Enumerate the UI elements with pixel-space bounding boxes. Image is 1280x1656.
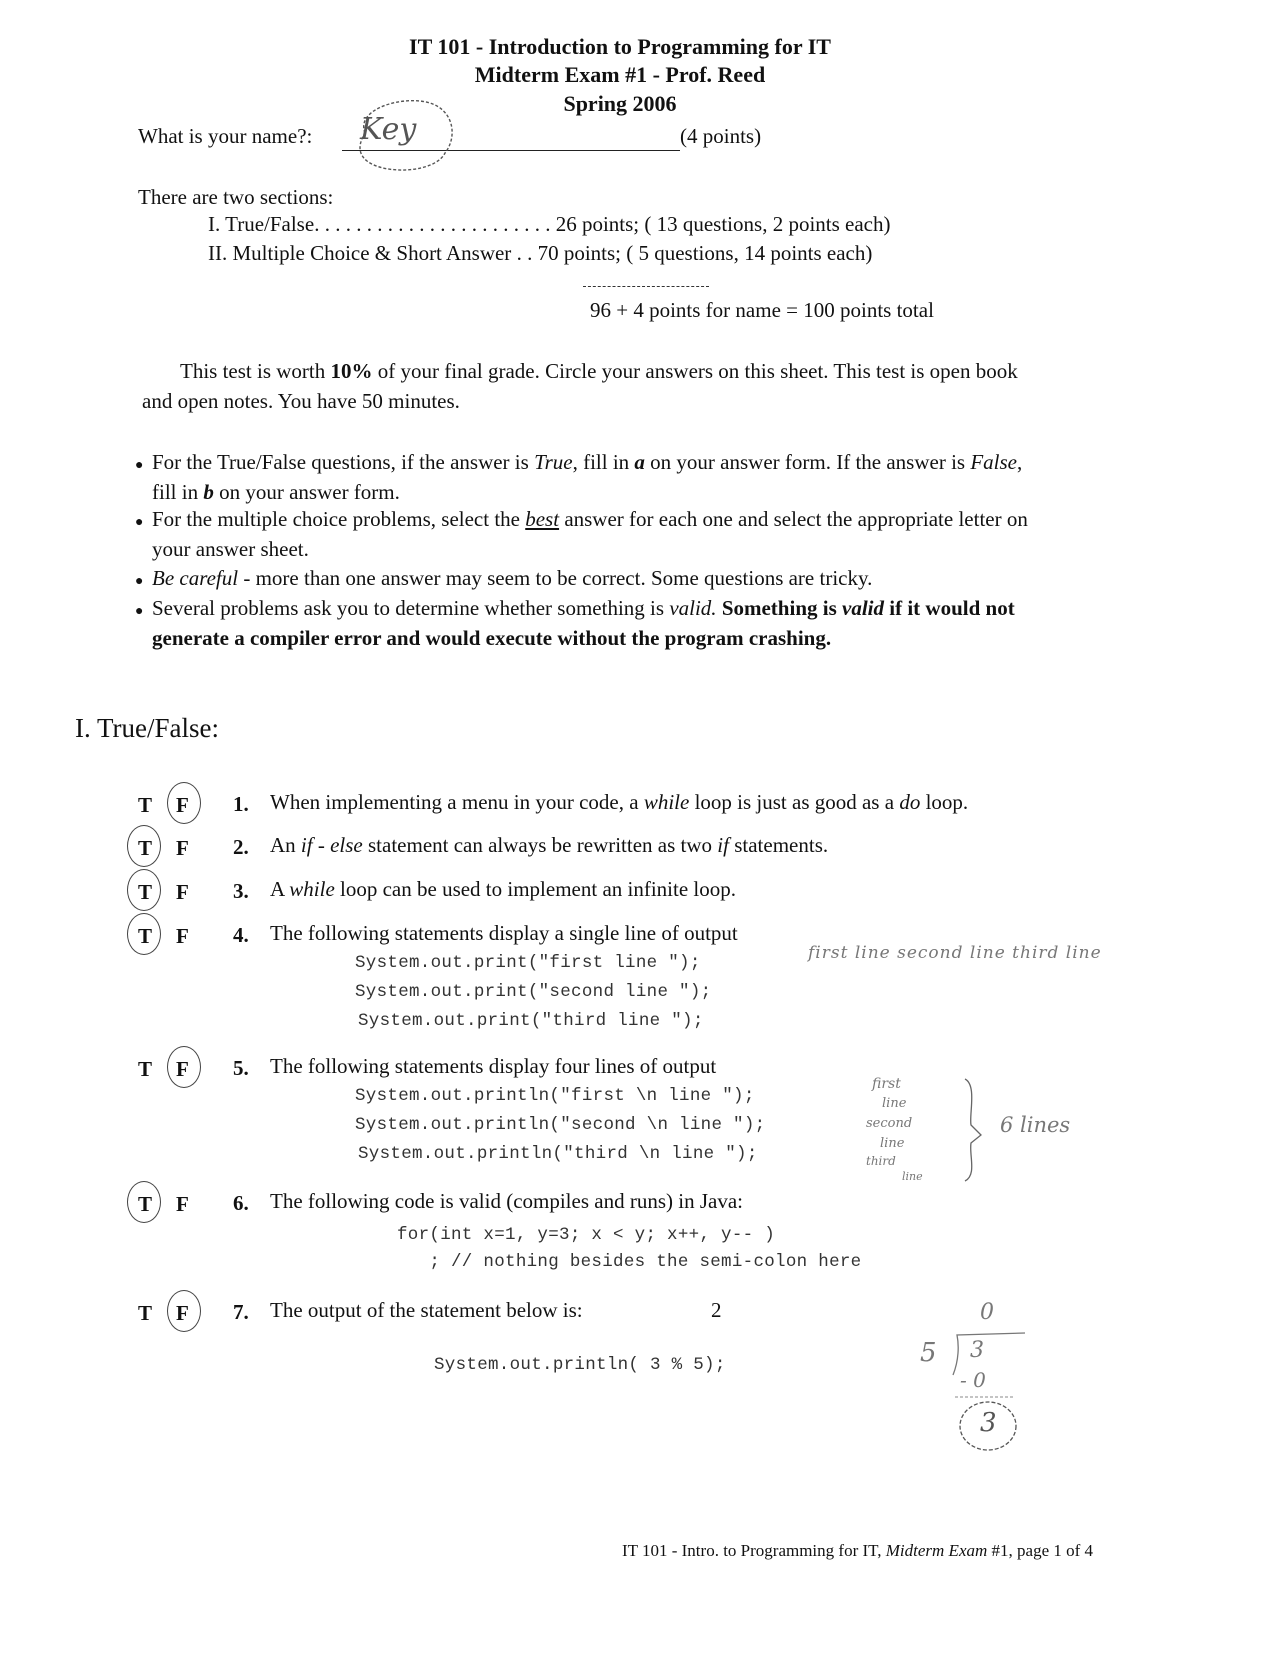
q4-handwritten-note: first line second line third line [808, 943, 1102, 963]
q2-false-option[interactable]: F [176, 836, 189, 860]
bullet-icon: ● [135, 458, 144, 473]
q1-number: 1. [233, 792, 249, 816]
q6-code-line: for(int x=1, y=3; x < y; x++, y-- ) [397, 1225, 776, 1245]
q4-text: The following statements display a single line of output [270, 921, 738, 945]
bullet-icon: ● [135, 515, 144, 530]
q3-true-option[interactable]: T [138, 880, 153, 904]
q4-code-line: System.out.print("third line "); [358, 1011, 704, 1031]
q4-code-line: System.out.print("first line "); [355, 953, 701, 973]
q5-note-line: second [866, 1116, 913, 1131]
q5-code-line: System.out.println("first \n line "); [355, 1086, 755, 1106]
q7-code-line: System.out.println( 3 % 5); [434, 1355, 726, 1375]
instruction-be-careful: Be careful - more than one answer may seem to be correct. Some questions are tricky. [152, 566, 873, 590]
q7-false-option[interactable]: F [176, 1301, 189, 1325]
q7-work-dividend: 3 [970, 1338, 984, 1363]
q2-answer-circle [127, 825, 161, 867]
q7-number: 7. [233, 1300, 249, 1324]
q5-note-line: line [902, 1170, 923, 1183]
q6-answer-circle [127, 1181, 161, 1223]
section-1-summary: I. True/False. . . . . . . . . . . . . . . . . . . . . . . 26 points; ( 13 questions, 2 points each) [208, 212, 891, 236]
q7-text: The output of the statement below is: [270, 1298, 583, 1322]
instruction-multiple-choice-line2: your answer sheet. [152, 537, 309, 561]
name-handwritten-answer: Key [360, 112, 417, 147]
bullet-icon: ● [135, 604, 144, 619]
q5-note-line: line [882, 1096, 907, 1111]
q6-number: 6. [233, 1191, 249, 1215]
q5-brace [955, 1075, 995, 1185]
q1-answer-circle [167, 782, 201, 824]
q5-text: The following statements display four lines of output [270, 1054, 717, 1078]
q4-answer-circle [127, 913, 161, 955]
name-label: What is your name?: [138, 124, 313, 148]
q5-code-line: System.out.println("third \n line "); [358, 1144, 758, 1164]
instructions-paragraph-line2: and open notes. You have 50 minutes. [142, 389, 460, 413]
q5-true-option[interactable]: T [138, 1057, 153, 1081]
q4-code-line: System.out.print("second line "); [355, 982, 712, 1002]
q2-number: 2. [233, 835, 249, 859]
q4-true-option[interactable]: T [138, 924, 153, 948]
q4-number: 4. [233, 923, 249, 947]
instruction-true-false: For the True/False questions, if the answer is True, fill in a on your answer form. If the answer is False, [152, 450, 1023, 474]
q7-work-subtract: - 0 [960, 1368, 986, 1392]
exam-subtitle: Midterm Exam #1 - Prof. Reed [474, 62, 766, 87]
q1-true-option[interactable]: T [138, 793, 153, 817]
q6-false-option[interactable]: F [176, 1192, 189, 1216]
q7-answer-circle [167, 1290, 201, 1332]
q7-work-quotient: 0 [980, 1300, 994, 1325]
page-footer: IT 101 - Intro. to Programming for IT, Midterm Exam #1, page 1 of 4 [622, 1541, 1094, 1560]
q6-true-option[interactable]: T [138, 1192, 153, 1216]
q7-work-remainder: 3 [980, 1408, 997, 1438]
q5-line-count-note: 6 lines [1000, 1113, 1071, 1137]
instructions-paragraph: This test is worth 10% of your final grade. Circle your answers on this sheet. This test is open book [180, 359, 1018, 383]
section-2-summary: II. Multiple Choice & Short Answer . . 70 points; ( 5 questions, 14 points each) [208, 241, 873, 265]
instruction-valid-line2: generate a compiler error and would execute without the program crashing. [152, 626, 832, 650]
q6-text: The following code is valid (compiles and runs) in Java: [270, 1189, 743, 1213]
exam-term: Spring 2006 [563, 91, 677, 116]
instruction-multiple-choice: For the multiple choice problems, select the best answer for each one and select the appropriate letter on [152, 507, 1028, 531]
sections-intro: There are two sections: [138, 185, 334, 209]
q7-work-divisor: 5 [920, 1338, 937, 1368]
points-total: 96 + 4 points for name = 100 points total [590, 298, 934, 322]
instruction-valid: Several problems ask you to determine whether something is valid. Something is valid if it would not [152, 596, 1015, 620]
q5-note-line: first [872, 1076, 901, 1092]
q3-number: 3. [233, 879, 249, 903]
q5-code-line: System.out.println("second \n line "); [355, 1115, 766, 1135]
q1-text: When implementing a menu in your code, a while loop is just as good as a do loop. [270, 790, 969, 814]
section-title: I. True/False: [75, 713, 220, 743]
q2-true-option[interactable]: T [138, 836, 153, 860]
q5-note-line: third [866, 1154, 896, 1168]
q5-false-option[interactable]: F [176, 1057, 189, 1081]
name-points: (4 points) [680, 124, 762, 148]
q6-code-line: ; // nothing besides the semi-colon here [397, 1252, 862, 1272]
instruction-true-false-line2: fill in b on your answer form. [152, 480, 400, 504]
q5-note-line: line [880, 1136, 905, 1151]
q5-answer-circle [167, 1046, 201, 1088]
q3-false-option[interactable]: F [176, 880, 189, 904]
q5-number: 5. [233, 1056, 249, 1080]
q7-work-division-bracket [945, 1315, 1035, 1405]
q2-text: An if - else statement can always be rewritten as two if statements. [270, 833, 829, 857]
q3-answer-circle [127, 869, 161, 911]
q7-true-option[interactable]: T [138, 1301, 153, 1325]
q3-text: A while loop can be used to implement an infinite loop. [270, 877, 737, 901]
q4-false-option[interactable]: F [176, 924, 189, 948]
bullet-icon: ● [135, 574, 144, 589]
exam-title: IT 101 - Introduction to Programming for IT [409, 34, 831, 59]
q7-value: 2 [711, 1298, 722, 1322]
q1-false-option[interactable]: F [176, 793, 189, 817]
total-dash-rule [583, 286, 709, 287]
